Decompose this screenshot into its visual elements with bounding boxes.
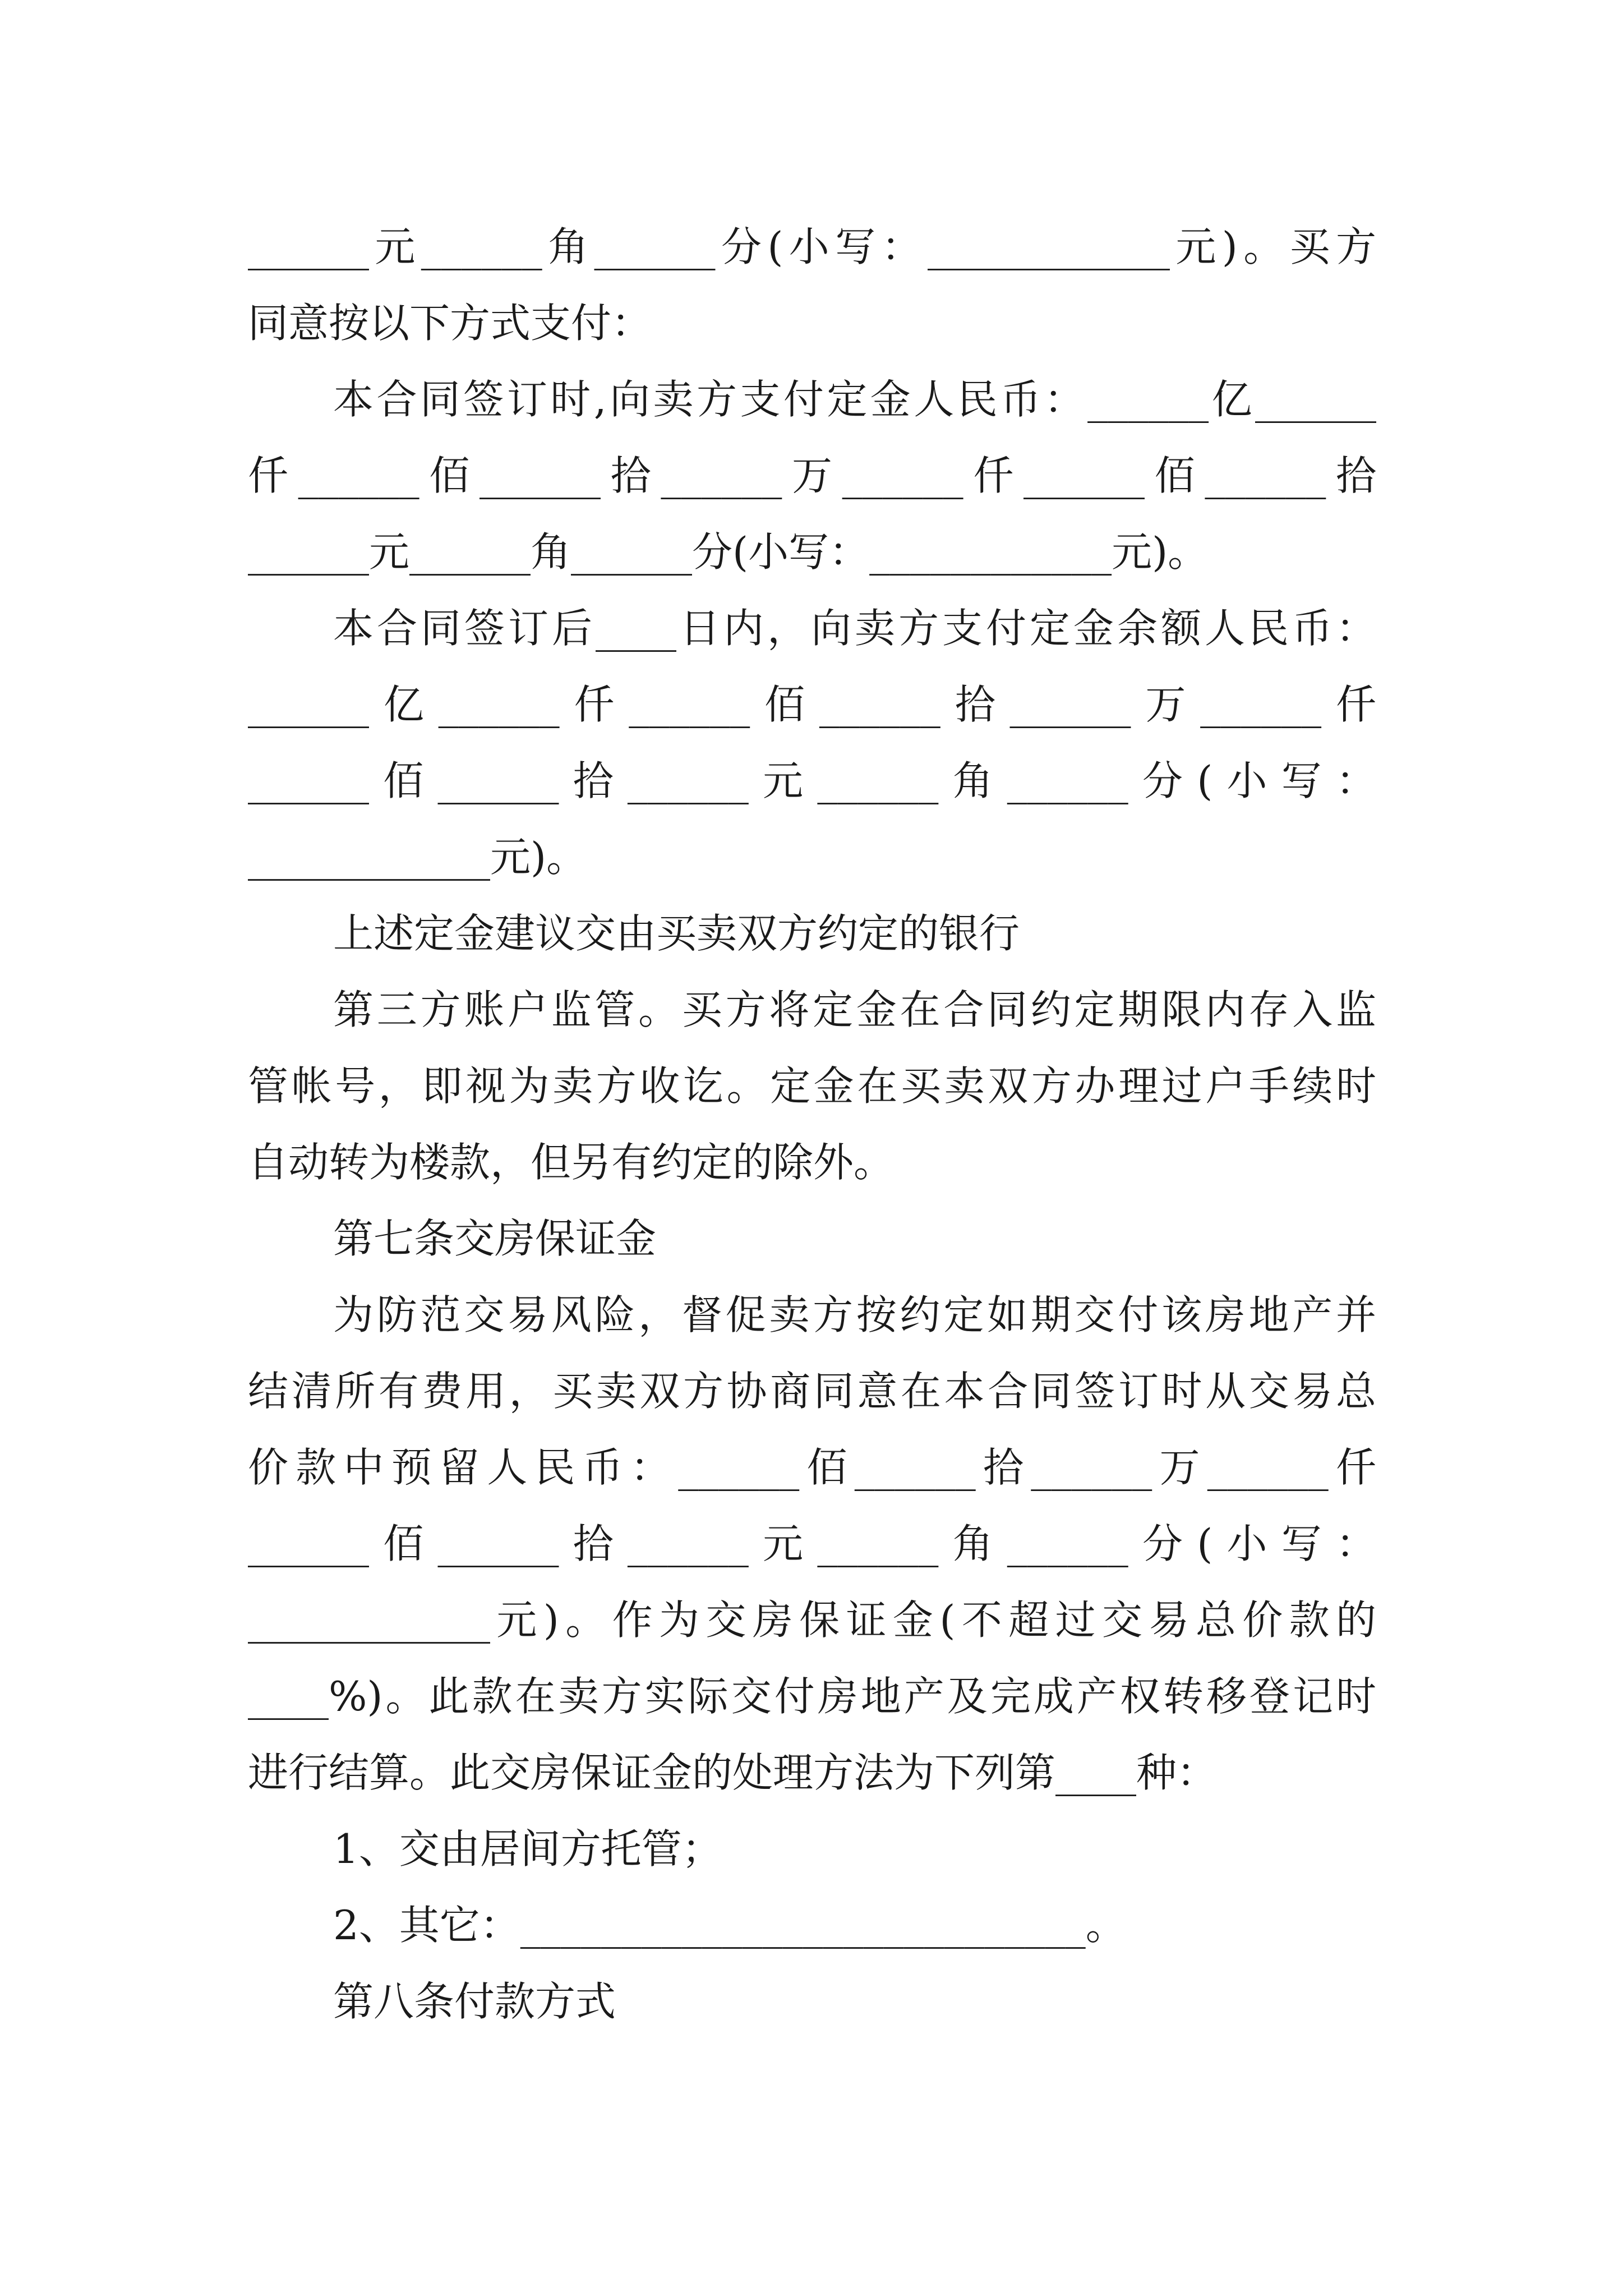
text-line-15: 为防范交易风险，督促卖方按约定如期交付该房地产并 bbox=[333, 1291, 1376, 1338]
text-line-18: ______佰______拾______元______角______分(小写： bbox=[248, 1520, 1376, 1567]
list-item-2: 2、其它：____________________________。 bbox=[333, 1902, 1126, 1949]
text-line-6: 本合同签订后____日内，向卖方支付定金余额人民币： bbox=[333, 605, 1376, 652]
text-line-7: ______亿______仟______佰______拾______万______仟 bbox=[248, 681, 1376, 728]
text-line-16: 结清所有费用，买卖双方协商同意在本合同签订时从交易总 bbox=[248, 1368, 1376, 1415]
text-line-11: 第三方账户监管。买方将定金在合同约定期限内存入监 bbox=[333, 986, 1376, 1033]
text-line-17: 价款中预留人民币：______佰______拾______万______仟 bbox=[248, 1444, 1376, 1491]
text-line-19: ____________元)。作为交房保证金(不超过交易总价款的 bbox=[248, 1596, 1376, 1644]
text-line-13: 自动转为楼款，但另有约定的除外。 bbox=[248, 1139, 895, 1186]
text-line-8: ______佰______拾______元______角______分(小写： bbox=[248, 757, 1376, 804]
text-line-4: 仟______佰______拾______万______仟______佰______拾 bbox=[248, 452, 1376, 499]
text-line-5: ______元______角______分(小写：____________元)。 bbox=[248, 528, 1209, 576]
document-body bbox=[248, 209, 1376, 2040]
text-line-1: ______元______角______分(小写：____________元)。买方 bbox=[248, 223, 1376, 270]
text-line-9: ____________元)。 bbox=[248, 834, 587, 881]
text-line-2: 同意按以下方式支付： bbox=[248, 300, 652, 347]
text-line-20: ____%)。此款在卖方实际交付房地产及完成产权转移登记时 bbox=[248, 1673, 1376, 1720]
section-heading-8: 第八条付款方式 bbox=[333, 1978, 616, 2025]
list-item-1: 1、交由居间方托管； bbox=[333, 1825, 722, 1872]
text-line-3: 本合同签订时,向卖方支付定金人民币：______亿______ bbox=[333, 376, 1376, 423]
section-heading-7: 第七条交房保证金 bbox=[333, 1215, 657, 1262]
text-line-10: 上述定金建议交由买卖双方约定的银行 bbox=[333, 910, 1020, 957]
text-line-21: 进行结算。此交房保证金的处理方法为下列第____种： bbox=[248, 1749, 1218, 1796]
text-line-12: 管帐号，即视为卖方收讫。定金在买卖双方办理过户手续时 bbox=[248, 1062, 1376, 1110]
